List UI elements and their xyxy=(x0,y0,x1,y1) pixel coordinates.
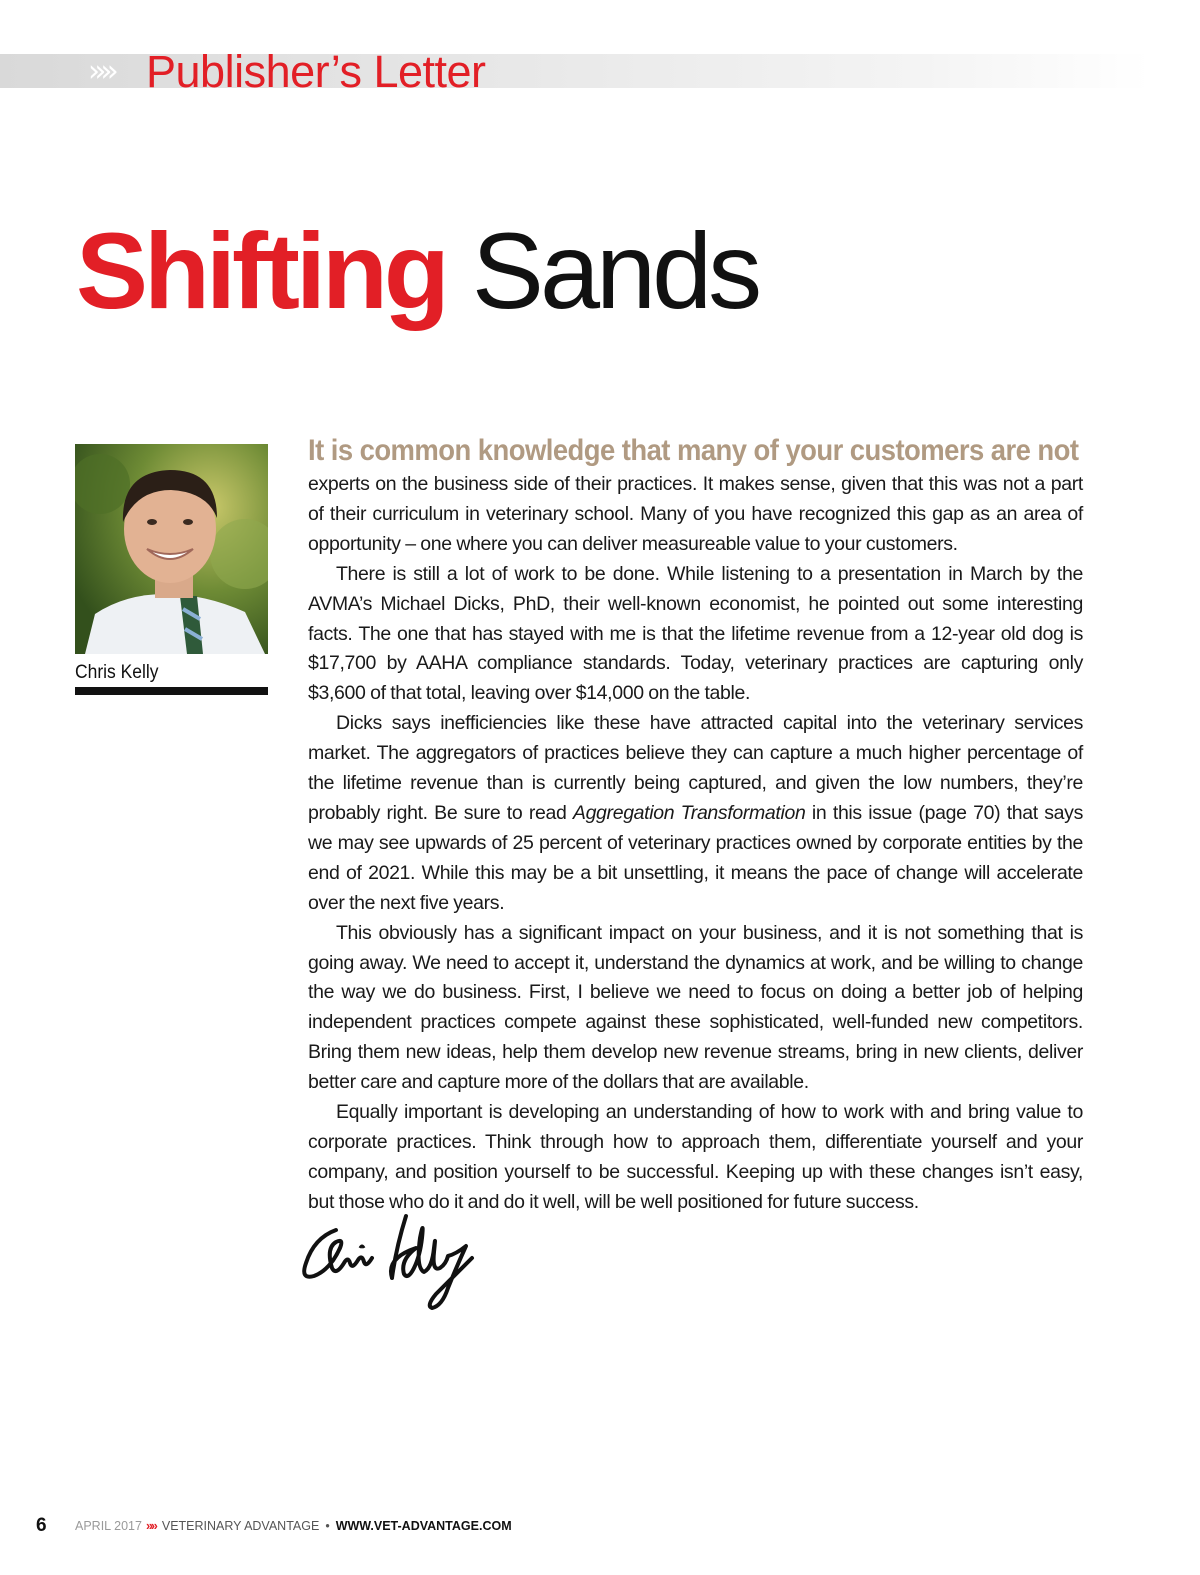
lead-sentence: It is common knowledge that many of your customers are not xyxy=(308,434,1079,467)
page-title xyxy=(76,206,758,336)
section-label: Publisher’s Letter xyxy=(146,46,486,97)
paragraph-2: There is still a lot of work to be done. While listening to a presentation in March by the AVMA’s Michael Dicks, PhD, their well-known economist, he pointed out some interesting facts. The one that has stayed with me is that the lifetime revenue from a 12-year old dog is $17,700 by AAHA compliance standards. Today, veterinary practices are capturing only $3,600 of that total, leaving over $14,000 on the table. xyxy=(308,562,1083,705)
title-black-word: Sands xyxy=(471,210,759,331)
title-red-word: Shifting xyxy=(76,210,446,331)
page-footer xyxy=(0,1512,1200,1542)
author-portrait-icon xyxy=(75,444,268,654)
magazine-name: VETERINARY ADVANTAGE xyxy=(161,1519,320,1533)
article-text xyxy=(308,470,1083,1218)
chevrons-icon: »» xyxy=(88,54,113,89)
issue-date: APRIL 2017 xyxy=(75,1519,142,1533)
website-link[interactable]: WWW.VET-ADVANTAGE.COM xyxy=(335,1519,512,1533)
footer-line xyxy=(75,1519,512,1533)
paragraph-4: This obviously has a significant impact on your business, and it is not something that is going away. We need to accept it, understand the dynamics at work, and be willing to change the way we do business. First, I believe we need to focus on doing a better job of helping independent practices compete against these sophisticated, well-funded new competitors. Bring them new ideas, help them develop new revenue streams, bring in new clients, deliver better care and capture more of the dollars that are available. xyxy=(308,921,1083,1094)
article-reference-title: Aggregation Transformation xyxy=(572,801,806,824)
signature-icon xyxy=(296,1208,486,1318)
paragraph-3-end: in this issue (page 70) that says we may see upwards of 25 percent of veterinary practices owned by corporate entities by the end of 2021. While this may be a bit unsettling, it means the pace of change will accelerate over the next five years. xyxy=(308,801,1083,914)
page-number: 6 xyxy=(36,1515,47,1536)
footer-chevrons-icon: »» xyxy=(145,1519,156,1533)
paragraph-3-start: Dicks says inefficiencies like these have attracted capital into the veterinary services market. The aggregators of practices believe they can capture a much higher percentage of the lifetime revenue than is currently being captured, and given the low numbers, they’re probably right. Be sure to read xyxy=(308,712,1083,824)
paragraph-1: experts on the business side of their practices. It makes sense, given that this was not a part of their curriculum in veterinary school. Many of you have recognized this gap as an area of opportunity – one where you can deliver measureable value to your customers. xyxy=(308,473,1083,555)
byline-divider xyxy=(75,687,268,695)
footer-separator: • xyxy=(325,1519,330,1533)
author-photo xyxy=(75,444,268,654)
paragraph-3 xyxy=(308,709,1083,918)
author-name: Chris Kelly xyxy=(75,662,159,683)
article-body xyxy=(308,432,1083,1218)
paragraph-5: Equally important is developing an understanding of how to work with and bring value to corporate practices. Think through how to approach them, differentiate yourself and your company, and position yourself to be successful. Keeping up with these changes isn’t easy, but those who do it and do it well, will be well positioned for future success. xyxy=(308,1101,1083,1213)
